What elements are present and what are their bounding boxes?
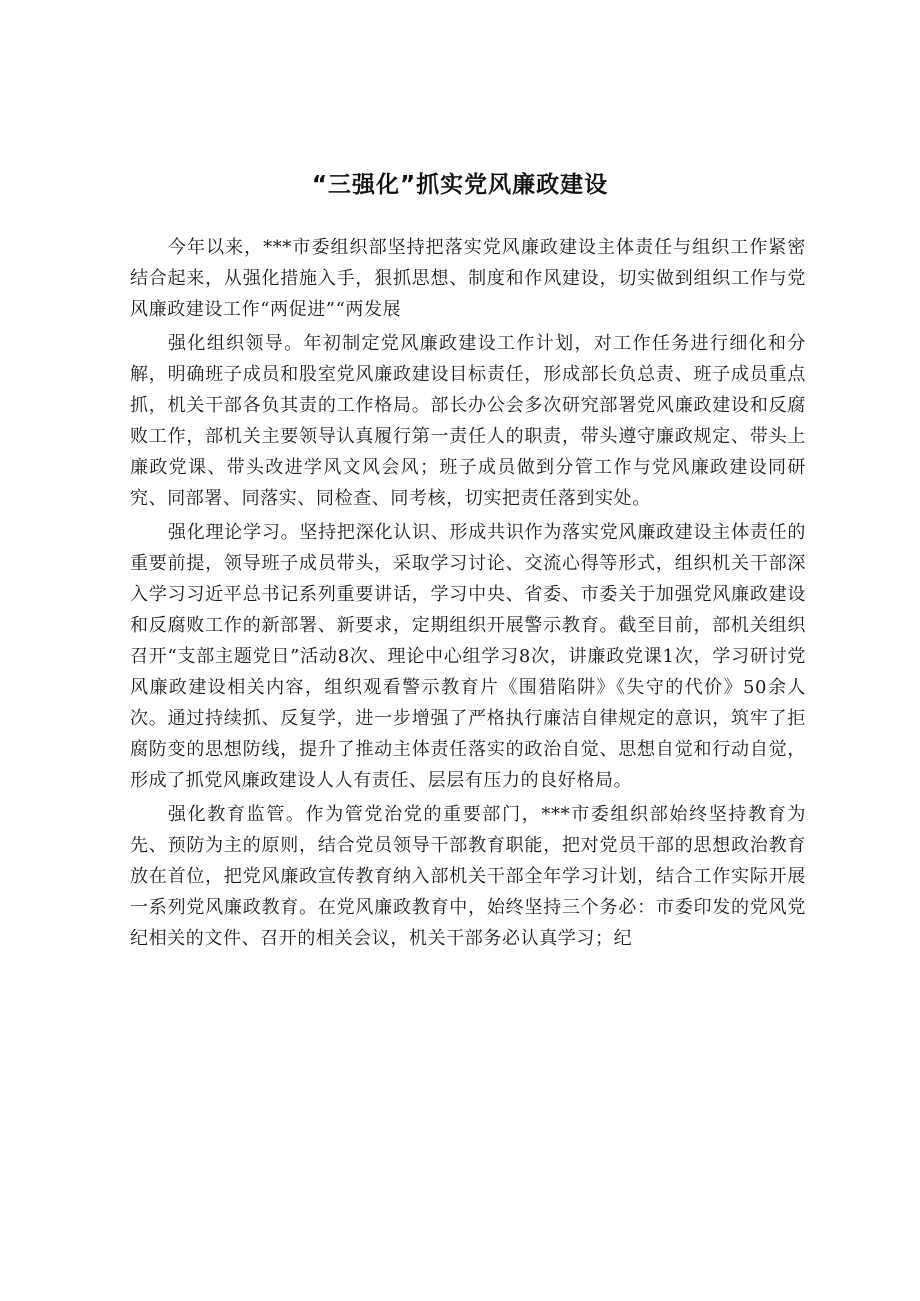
paragraph-intro: 今年以来，***市委组织部坚持把落实党风廉政建设主体责任与组织工作紧密结合起来，从强化措施入手，狠抓思想、制度和作风建设，切实做到组织工作与党风廉政建设工作“两促进”“两发展 <box>130 237 806 320</box>
document-title: “三强化”抓实党风廉政建设 <box>311 172 609 198</box>
paragraph-organization-leadership: 强化组织领导。年初制定党风廉政建设工作计划，对工作任务进行细化和分解，明确班子成员和股室党风廉政建设目标责任，形成部长负总责、班子成员重点抓，机关干部各负其责的工作格局。部长办公会多次研究部署党风廉政建设和反腐败工作，部机关主要领导认真履行第一责任人的职责，带头遵守廉政规定、带头上廉政党课、带头改进学风文风会风；班子成员做到分管工作与党风廉政建设同研究、同部署、同落实、同检查、同考核，切实把责任落到实处。 <box>130 333 806 509</box>
paragraph-theory-study: 强化理论学习。坚持把深化认识、形成共识作为落实党风廉政建设主体责任的重要前提，领导班子成员带头，采取学习讨论、交流心得等形式，组织机关干部深入学习习近平总书记系列重要讲话，学习中央、省委、市委关于加强党风廉政建设和反腐败工作的新部署、新要求，定期组织开展警示教育。截至目前，部机关组织召开“支部主题党日”活动8次、理论中心组学习8次，讲廉政党课1次，学习研讨党风廉政建设相关内容，组织观看警示教育片《围猎陷阱》《失守的代价》50余人次。通过持续抓、反复学，进一步增强了严格执行廉洁自律规定的意识，筑牢了拒腐防变的思想防线，提升了推动主体责任落实的政治自觉、思想自觉和行动自觉，形成了抓党风廉政建设人人有责任、层层有压力的良好格局。 <box>130 522 806 791</box>
paragraph-education-supervision: 强化教育监管。作为管党治党的重要部门，***市委组织部始终坚持教育为先、预防为主的原则，结合党员领导干部教育职能，把对党员干部的思想政治教育放在首位，把党风廉政宣传教育纳入部机关干部全年学习计划，结合工作实际开展一系列党风廉政教育。在党风廉政教育中，始终坚持三个务必：市委印发的党风党纪相关的文件、召开的相关会议，机关干部务必认真学习；纪 <box>130 804 806 949</box>
document-body <box>130 232 806 954</box>
